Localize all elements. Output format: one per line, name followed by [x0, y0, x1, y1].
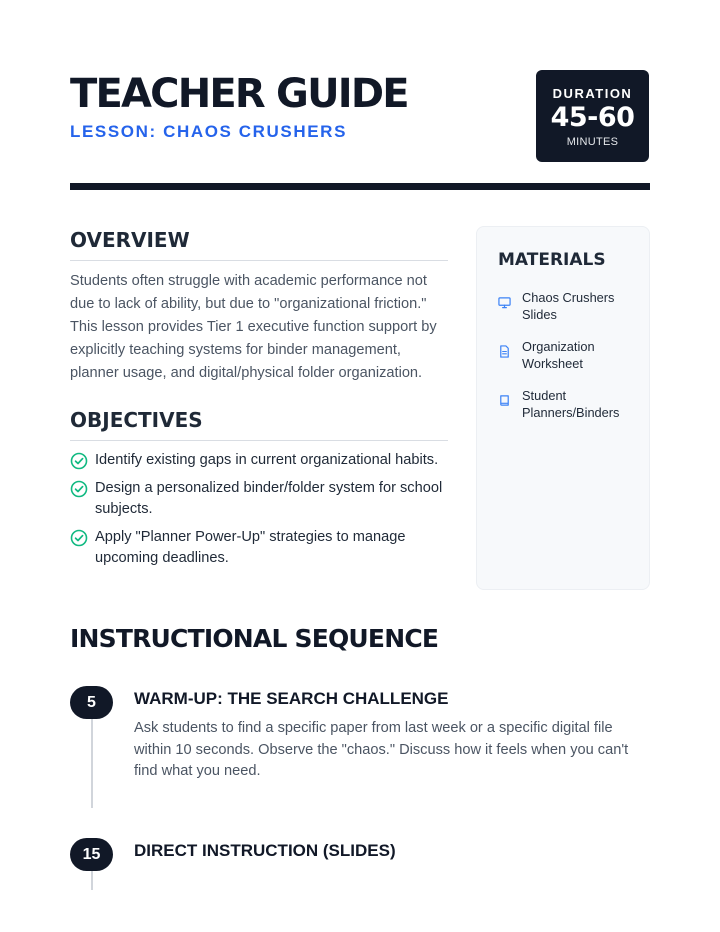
lesson-subtitle: LESSON: CHAOS CRUSHERS [70, 122, 348, 141]
objective-text: Identify existing gaps in current organizational habits. [95, 452, 439, 468]
check-circle-icon [70, 529, 88, 547]
objective-text: Design a personalized binder/folder system for school subjects. [95, 480, 443, 517]
objective-item [70, 527, 450, 569]
step-description: Ask students to find a specific paper from last week or a specific digital file within 10 seconds. Observe the "chaos." Discuss how it feels when you can't find what you need. [134, 720, 629, 779]
objective-item [70, 478, 450, 520]
objective-text: Apply "Planner Power-Up" strategies to manage upcoming deadlines. [95, 529, 406, 566]
duration-label: DURATION [552, 86, 633, 101]
material-label: Chaos Crushers Slides [522, 290, 615, 322]
overview-text: Students often struggle with academic performance not due to lack of ability, but due to "organizational friction." This lesson provides Tier 1 executive function support by explicitly teaching systems for binder management, planner usage, and digital/physical folder organization. [70, 273, 437, 381]
material-label: Organization Worksheet [522, 339, 595, 371]
book-icon [498, 394, 511, 407]
monitor-icon [498, 296, 511, 309]
material-item [498, 338, 638, 372]
check-circle-icon [70, 452, 88, 470]
document-icon [498, 345, 511, 358]
header-divider [70, 183, 650, 190]
material-label: Student Planners/Binders [522, 388, 620, 420]
timeline-connector [91, 868, 93, 890]
step-minutes-badge: 5 [70, 686, 113, 719]
step-title: DIRECT INSTRUCTION (SLIDES) [134, 841, 396, 860]
duration-badge [536, 70, 649, 162]
material-item [498, 387, 638, 421]
timeline-connector [91, 716, 93, 808]
materials-list [498, 289, 638, 436]
overview-heading: OVERVIEW [70, 228, 448, 261]
step-minutes-badge: 15 [70, 838, 113, 871]
page-title: TEACHER GUIDE [70, 71, 408, 117]
sequence-heading: INSTRUCTIONAL SEQUENCE [70, 624, 439, 653]
materials-card [476, 226, 650, 590]
duration-value: 45-60 [550, 102, 635, 133]
check-circle-icon [70, 480, 88, 498]
objectives-list [70, 450, 450, 576]
material-item [498, 289, 638, 323]
duration-unit: MINUTES [566, 136, 619, 148]
objectives-heading: OBJECTIVES [70, 408, 448, 441]
objective-item [70, 450, 450, 471]
materials-heading: MATERIALS [498, 250, 606, 270]
step-title: WARM-UP: THE SEARCH CHALLENGE [134, 689, 449, 708]
teacher-guide-page [70, 0, 650, 932]
